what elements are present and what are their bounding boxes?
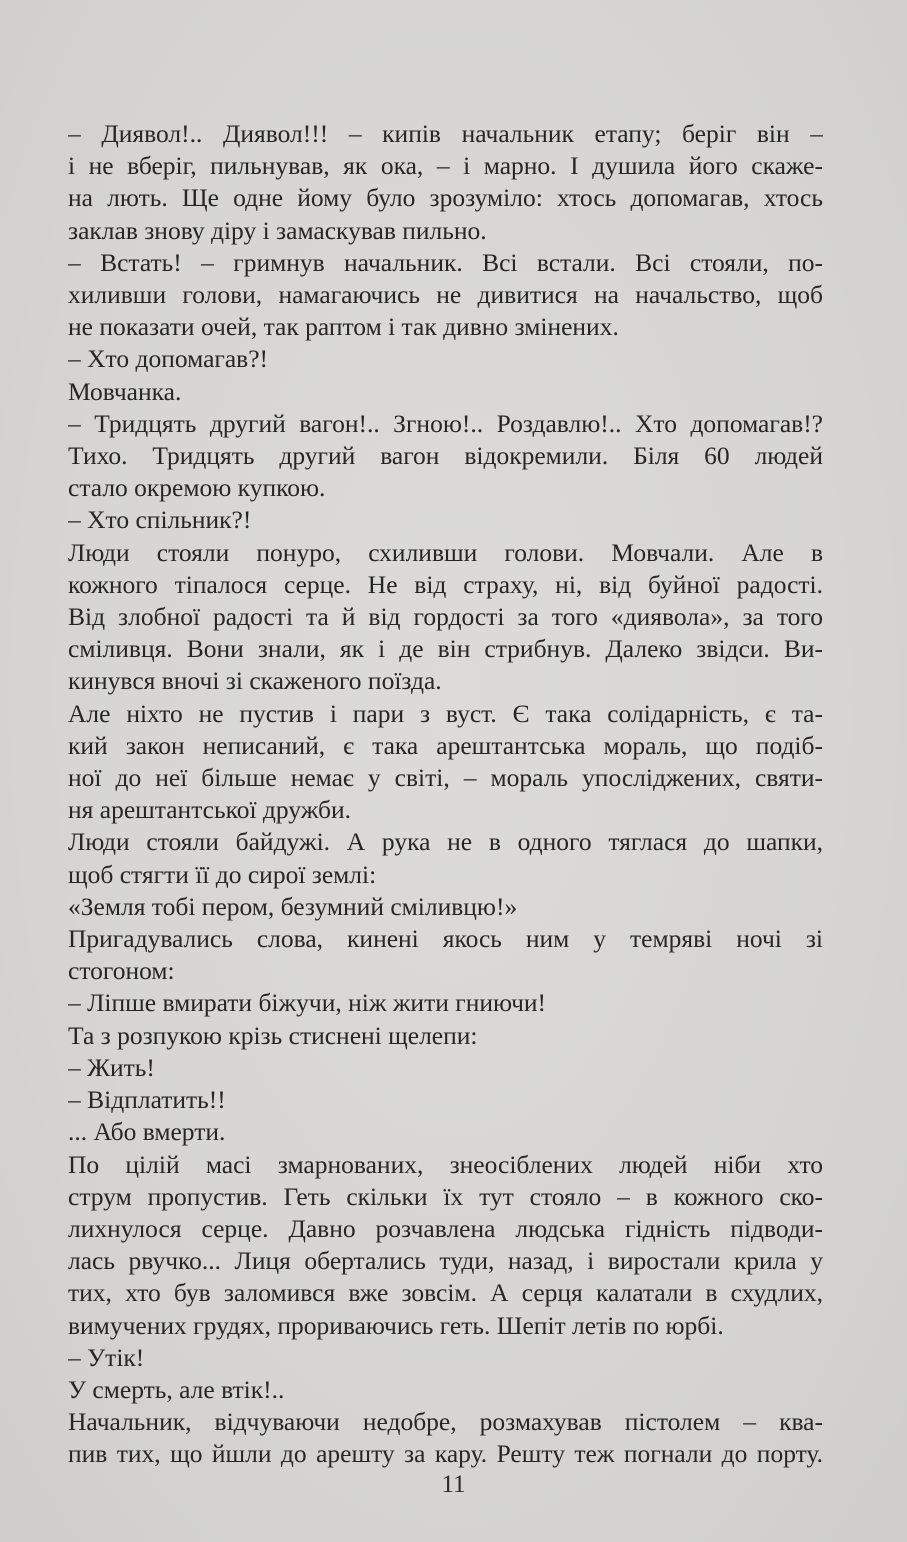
page-number: 11	[441, 1471, 466, 1498]
text-line: – Утік!	[68, 1342, 145, 1372]
text-line: Та з розпукою крізь стиснені щелепи:	[68, 1020, 478, 1050]
text-line: – Хто спільник?!	[68, 505, 252, 535]
text-line: Від злобної радості та й від гордості за того «диявола», за того	[68, 602, 823, 632]
text-line: на лють. Ще одне йому було зрозуміло: хтось допомагав, хтось	[68, 183, 823, 213]
text-line: – Жить!	[68, 1052, 155, 1082]
text-line: Тихо. Тридцять другий вагон відокремили. Біля 60 людей	[68, 441, 823, 471]
text-line: «Земля тобі пером, безумний сміливцю!»	[68, 891, 518, 921]
text-line: Начальник, відчуваючи недобре, розмахував пістолем – ква-	[68, 1407, 823, 1437]
text-line: і не вберіг, пильнував, як ока, – і марно. І душила його скаже-	[68, 151, 823, 181]
text-line: У смерть, але втік!..	[68, 1374, 285, 1404]
text-line: Але ніхто не пустив і пари з вуст. Є така солідарність, є та-	[68, 698, 823, 728]
text-line: кожного тіпалося серце. Не від страху, ні, від буйної радості.	[68, 569, 823, 599]
text-line: сміливця. Вони знали, як і де він стрибнув. Далеко звідси. Ви-	[68, 634, 823, 664]
text-line: Люди стояли байдужі. А рука не в одного тяглася до шапки,	[68, 827, 823, 857]
text-line: Пригадувались слова, кинені якось ним у темряві ночі зі	[68, 924, 823, 954]
text-line: щоб стягти її до сирої землі:	[68, 859, 377, 889]
page-text	[68, 118, 823, 1471]
text-line: – Тридцять другий вагон!.. Згною!.. Роздавлю!.. Хто допомагав!?	[68, 408, 823, 438]
text-line: – Відплатить!!	[68, 1085, 226, 1115]
text-line: пив тих, що йшли до арешту за кару. Решту теж погнали до порту.	[68, 1439, 823, 1469]
text-line: не показати очей, так раптом і так дивно змінених.	[68, 312, 619, 342]
text-line: Мовчанка.	[68, 376, 182, 406]
text-line: – Ліпше вмирати біжучи, ніж жити гниючи!	[68, 988, 547, 1018]
text-line: – Диявол!.. Диявол!!! – кипів начальник етапу; беріг він –	[68, 119, 823, 148]
text-line: ної до неї більше немає у світі, – мораль упосліджених, святи-	[68, 763, 823, 793]
text-line: заклав знову діру і замаскував пильно.	[68, 215, 487, 245]
text-line: хиливши голови, намагаючись не дивитися на начальство, щоб	[68, 280, 823, 310]
text-line: Люди стояли понуро, схиливши голови. Мовчали. Але в	[68, 537, 823, 567]
text-line: стогоном:	[68, 956, 175, 986]
text-line: вимучених грудях, прориваючись геть. Шепіт летів по юрбі.	[68, 1310, 724, 1340]
text-line: ня арештантської дружби.	[68, 795, 351, 825]
text-line: – Хто допомагав?!	[68, 344, 269, 374]
text-line: кинувся вночі зі скаженого поїзда.	[68, 666, 442, 696]
text-line: – Встать! – гримнув начальник. Всі встали. Всі стояли, по-	[68, 247, 823, 277]
text-line: лась рвучко... Лиця обертались туди, назад, і виростали крила у	[68, 1246, 823, 1276]
text-line: стало окремою купкою.	[68, 473, 326, 503]
text-line: струм пропустив. Геть скільки їх тут стояло – в кожного ско-	[68, 1181, 823, 1211]
text-line: ... Або вмерти.	[68, 1117, 226, 1147]
text-line: По цілій масі змарнованих, знеосіблених людей ніби хто	[68, 1149, 823, 1179]
text-line: лихнулося серце. Давно розчавлена людська гідність підводи-	[68, 1213, 823, 1243]
text-line: кий закон неписаний, є така арештантська мораль, що подіб-	[68, 730, 823, 760]
text-line: тих, хто був заломився вже зовсім. А серця калатали в схудлих,	[68, 1278, 823, 1308]
